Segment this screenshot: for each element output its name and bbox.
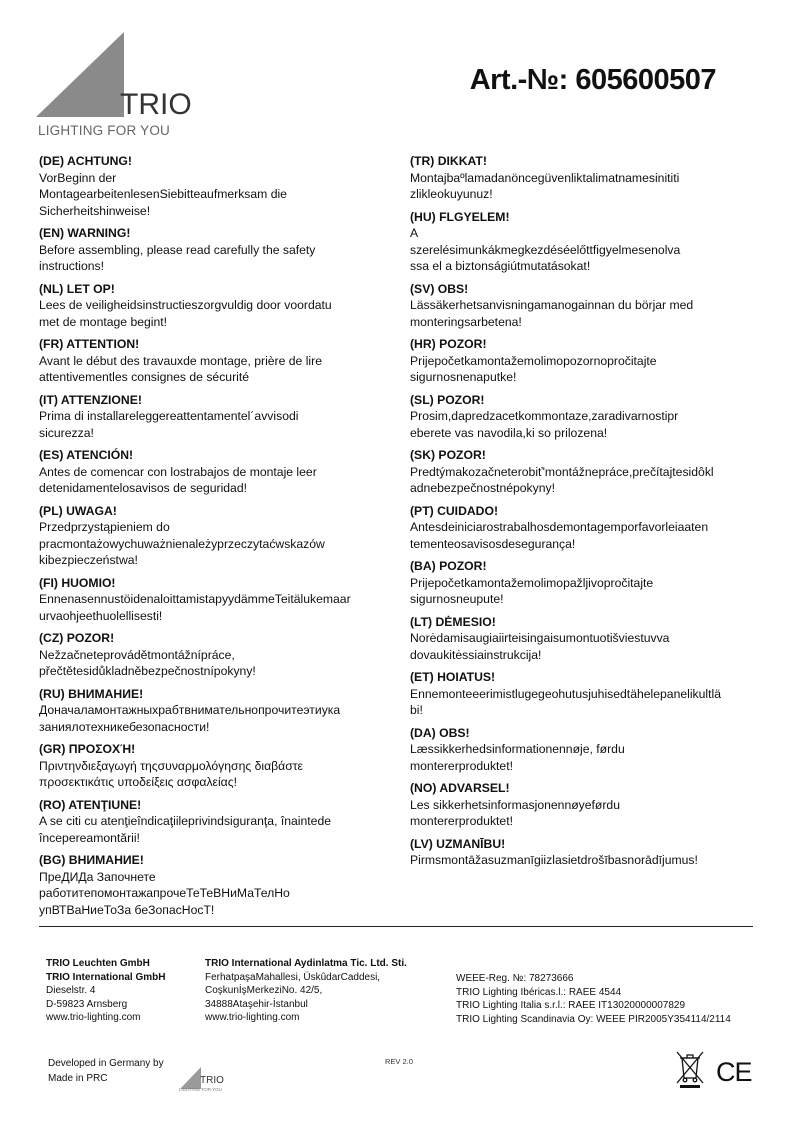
warning-text: Les sikkerhetsinformasjonennøyeførdu (410, 797, 620, 812)
address-line: 34888Ataşehir-İstanbul (205, 998, 308, 1010)
address-line: FerhatpaşaMahallesi, ÜskûdarCaddesi, (205, 971, 381, 983)
warning-block (39, 575, 394, 625)
warning-text: A se citi cu atenţieîndicaţiileprivindsiguranţa, înaintede (39, 814, 331, 828)
warning-block (39, 153, 394, 219)
warning-text: Nežzačneteprovádětmontážnípráce, (39, 647, 235, 662)
warning-heading: (CZ) POZOR! (39, 631, 115, 645)
warning-block (410, 614, 745, 664)
warning-heading: (SK) POZOR! (410, 448, 486, 462)
warning-block (410, 669, 745, 719)
warning-block (410, 392, 745, 442)
company-info-turkey (205, 957, 407, 1025)
warning-text: sigurnosneupute! (410, 592, 504, 606)
warning-heading: (LT) DĖMESIO! (410, 614, 496, 629)
warning-heading: (BG) ВНИМАНИЕ! (39, 853, 144, 867)
warning-block (410, 836, 745, 869)
warning-text: Доначаламонтажныхрабтвнимательнопрочитеэтиука (39, 703, 341, 717)
warning-heading: (LV) UZMANĪBU! (410, 836, 506, 851)
warning-text: adnebezpečnostnépokyny! (410, 481, 556, 495)
warning-block (410, 153, 745, 203)
warning-text: tementeosavisosdesegurança! (410, 536, 576, 551)
warning-text: sigurnosnenaputke! (410, 370, 517, 384)
warning-text: Avant le début des travauxde montage, prière de lire (39, 353, 322, 368)
warning-text: zlikleokuyunuz! (410, 187, 493, 201)
small-logo-tagline: LIGHTING FOR YOU (179, 1087, 222, 1092)
warning-text: sicurezza! (39, 425, 94, 440)
warning-text: заниялотехникебезопасности! (39, 719, 210, 734)
warning-heading: (NO) ADVARSEL! (410, 781, 510, 795)
warning-text: Pirmsmontāžasuzmanīgiizlasietdrošībasnorādījumus! (410, 853, 698, 867)
warning-block (410, 281, 745, 331)
warning-text: eberete vas navodila,ki so prilozena! (410, 425, 608, 440)
warning-heading: (PT) CUIDADO! (410, 503, 499, 518)
warning-heading: (FI) HUOMIO! (39, 575, 116, 590)
logo-wordmark: TRIO (120, 88, 192, 121)
weee-registrations (456, 972, 754, 1026)
warning-heading: (ES) ATENCIÓN! (39, 448, 134, 462)
warning-text: Prijepočetkamontažemolimopažljivopročitajte (410, 575, 654, 590)
warning-text: kibezpieczeństwa! (39, 553, 138, 567)
warning-text: montererproduktet! (410, 814, 513, 828)
warning-text: dovaukitėssiainstrukcija! (410, 647, 542, 662)
warning-block (39, 225, 394, 275)
warning-heading: (BA) POZOR! (410, 559, 487, 573)
warning-text: Montajbaºlamadanöncegüvenliktalimatnamesinititi (410, 170, 680, 185)
logo-tagline: LIGHTING FOR YOU (38, 123, 170, 138)
company-name: TRIO International GmbH (46, 971, 166, 983)
warning-text: Πριντηνδιεξαγωγή τηςσυναρμολόγησης διαβάστε (39, 758, 303, 773)
warning-heading: (PL) UWAGA! (39, 503, 117, 518)
warning-text: met de montage begint! (39, 314, 168, 329)
warning-text: работитепомонтажапрочеТеТеВНиМаТелНо (39, 886, 290, 900)
warning-block (39, 686, 394, 736)
weee-line: TRIO Lighting Italia s.r.l.: RAEE IT13020000007829 (456, 1000, 686, 1012)
warning-text: Norėdamisaugiaiirteisingaisumontuotišviestuvva (410, 631, 670, 645)
warning-text: Przedprzystąpieniem do (39, 520, 170, 534)
warning-block (39, 336, 394, 386)
warning-block (39, 447, 394, 497)
warning-text: přečtětesidůkladněbezpečnostnípokyny! (39, 664, 256, 678)
warning-text: Before assembling, please read carefully the safety (39, 242, 316, 257)
warning-text: monteringsarbetena! (410, 314, 522, 329)
company-info-germany (46, 957, 165, 1025)
warning-text: Lässäkerhetsanvisningamanogainnan du börjar med (410, 298, 694, 312)
warning-text: Lees de veiligheidsinstructieszorgvuldig door voordatu (39, 298, 332, 312)
warning-heading: (FR) ATTENTION! (39, 337, 140, 351)
warning-text: montererproduktet! (410, 758, 513, 773)
warning-heading: (DE) ACHTUNG! (39, 154, 132, 168)
warning-text: Ennemonteeerimistlugegeohutusjuhisedtähelepanelikultlä (410, 686, 721, 701)
warning-block (410, 780, 745, 830)
warning-heading: (SV) OBS! (410, 281, 469, 296)
warning-text: MontagearbeitenlesenSiebitteaufmerksam die (39, 187, 287, 201)
warning-heading: (ET) HOIATUS! (410, 670, 496, 684)
warning-text: Antes de comencar con lostrabajos de montaje leer (39, 464, 317, 479)
warning-heading: (TR) DIKKAT! (410, 154, 487, 168)
revision-label: REV 2.0 (385, 1057, 413, 1066)
warning-heading: (GR) ΠΡΟΣΟΧΉ! (39, 742, 136, 756)
warning-text: urvaohjeethuolellisesti! (39, 608, 163, 623)
warning-text: detenidamentelosavisos de seguridad! (39, 481, 248, 495)
address-line: Dieselstr. 4 (46, 985, 96, 997)
origin-info (48, 1056, 164, 1086)
ce-mark: CE (716, 1057, 752, 1087)
warning-text: attentivementles consignes de sécurité (39, 370, 250, 384)
warning-heading: (SL) POZOR! (410, 392, 485, 407)
warning-text: ПреДИДа Започнете (39, 869, 156, 884)
company-name: TRIO International Aydinlatma Tic. Ltd. Sti. (205, 958, 407, 969)
website-link[interactable]: www.trio-lighting.com (46, 1012, 141, 1024)
warnings-left-column (39, 153, 394, 924)
company-name: TRIO Leuchten GmbH (46, 958, 150, 969)
warning-text: Prima di installareleggereattentamentel´avvisodi (39, 409, 299, 423)
warning-heading: (HR) POZOR! (410, 337, 487, 351)
warnings-right-column (410, 153, 745, 875)
warning-block (39, 797, 394, 847)
warning-text: Prijepočetkamontažemolimopozornopročitajte (410, 353, 657, 368)
small-logo-word: TRIO (200, 1075, 224, 1086)
warning-text: Antesdeiniciarostrabalhosdemontagemporfavorleiaaten (410, 520, 709, 534)
address-line: CoşkunİşMerkeziNo. 42/5, (205, 985, 323, 997)
warning-block (410, 447, 745, 497)
warning-text: instructions! (39, 259, 105, 273)
warning-block (39, 852, 394, 918)
brand-logo (36, 32, 206, 142)
weee-bin-icon (674, 1048, 706, 1090)
address-line: D-59823 Arnsberg (46, 998, 128, 1010)
warning-text: упВТВаНиеТоЗа беЗопасНосТ! (39, 902, 215, 917)
warning-block (410, 209, 745, 275)
warning-heading: (DA) OBS! (410, 725, 470, 740)
warning-block (410, 725, 745, 775)
warning-text: Prosim,dapredzacetkommontaze,zaradivarnostipr (410, 409, 679, 423)
warning-block (410, 503, 745, 553)
weee-line: WEEE-Reg. №: 78273666 (456, 973, 574, 984)
warning-text: Læssikkerhedsinformationennøje, førdu (410, 742, 625, 756)
developed-line: Developed in Germany by (48, 1058, 164, 1069)
warning-heading: (HU) FLGYELEM! (410, 209, 510, 224)
article-number: Art.-№: 605600507 (469, 64, 716, 96)
warning-heading: (RU) ВНИМАНИЕ! (39, 686, 144, 701)
warning-heading: (EN) WARNING! (39, 226, 131, 240)
small-brand-logo (178, 1062, 238, 1094)
warning-text: începereamontării! (39, 830, 140, 845)
warning-text: A (410, 226, 419, 240)
warning-block (410, 558, 745, 608)
warning-heading: (NL) LET OP! (39, 281, 115, 296)
warning-text: Sicherheitshinweise! (39, 203, 151, 218)
warning-text: bi! (410, 703, 423, 717)
warning-block (39, 503, 394, 569)
warning-block (39, 630, 394, 680)
warning-block (39, 741, 394, 791)
warning-text: EnnenasennustöidenaloittamistapyydämmeTeitälukemaar (39, 592, 351, 606)
warning-text: ssa el a biztonságiútmutatásokat! (410, 259, 591, 273)
website-link[interactable]: www.trio-lighting.com (205, 1012, 300, 1024)
warning-block (410, 336, 745, 386)
warning-text: VorBeginn der (39, 170, 117, 185)
warning-block (39, 392, 394, 442)
weee-line: TRIO Lighting Ibéricas.l.: RAEE 4544 (456, 986, 622, 998)
made-in-line: Made in PRC (48, 1073, 108, 1084)
warning-heading: (RO) ATENŢIUNE! (39, 797, 142, 812)
warning-text: Predtýmakozačneterobiť'montážnepráce,prečítajtesidôkl (410, 464, 714, 479)
warning-heading: (IT) ATTENZIONE! (39, 392, 142, 407)
weee-line: TRIO Lighting Scandinavia Oy: WEEE PIR2005Y354114/2114 (456, 1013, 731, 1025)
warning-text: pracmontażowychuważnienależyprzeczytaćwskazów (39, 536, 325, 551)
warning-text: προσεκτικάτις υποδείξεις ασφαλείας! (39, 775, 237, 789)
footer-divider (39, 926, 753, 927)
warning-block (39, 281, 394, 331)
warning-text: szerelésimunkákmegkezdéséelőttfigyelmesenolva (410, 242, 681, 257)
